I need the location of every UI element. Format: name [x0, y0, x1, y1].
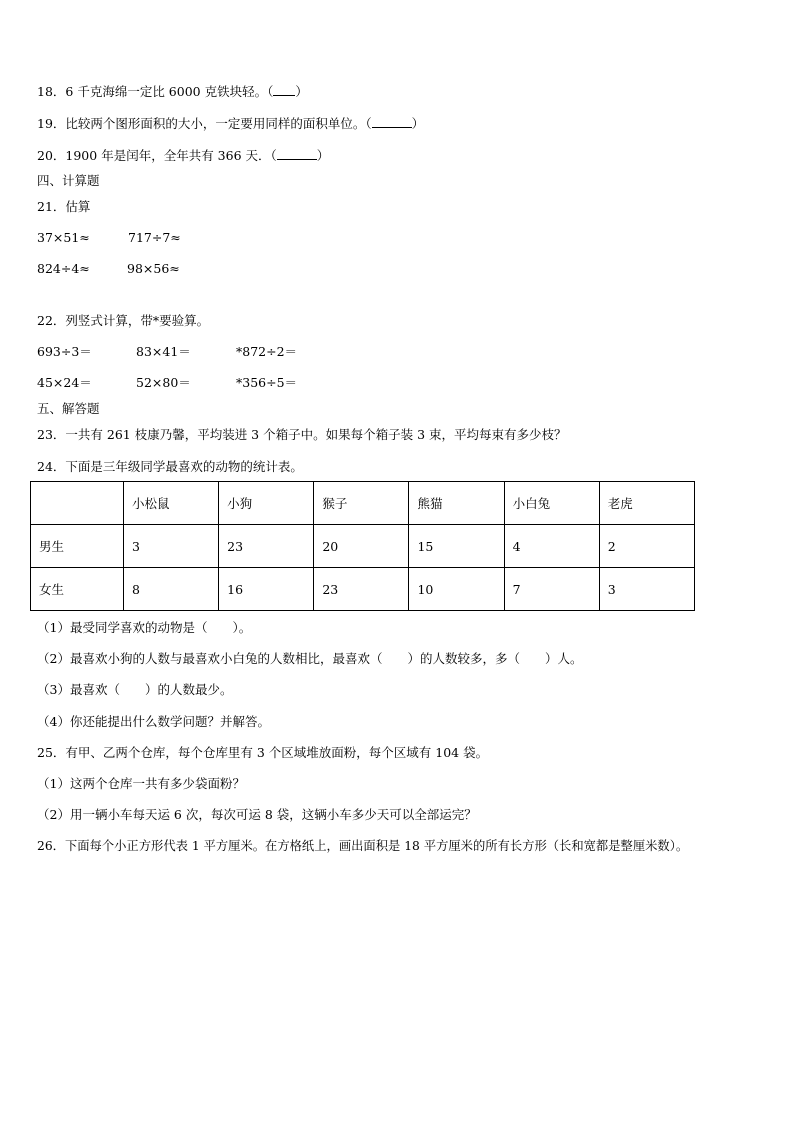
question-24-sub-4: （4）你还能提出什么数学问题？并解答。	[37, 714, 270, 729]
answer-blank	[372, 115, 412, 128]
table-header-cell: 小狗	[219, 482, 314, 525]
question-24-sub-3: （3）最喜欢（ ）的人数最少。	[37, 682, 233, 697]
question-18-close: ）	[295, 84, 308, 99]
answer-blank	[273, 83, 295, 96]
question-25-title: 25．有甲、乙两个仓库，每个仓库里有 3 个区域堆放面粉，每个区域有 104 袋。	[37, 745, 489, 760]
question-20-text: 20．1900 年是闰年，全年共有 366 天．（	[37, 148, 277, 163]
question-18-text: 18．6 千克海绵一定比 6000 克铁块轻。（	[37, 84, 274, 99]
calc-item: 693÷3＝	[37, 344, 92, 359]
section-heading-4: 四、计算题	[37, 173, 100, 188]
table-cell: 10	[409, 568, 504, 611]
calc-item: 83×41＝	[136, 344, 191, 359]
table-row	[31, 525, 695, 568]
table-cell: 2	[599, 525, 694, 568]
estimate-item: 824÷4≈	[37, 261, 90, 276]
question-20-close: ）	[316, 148, 330, 163]
question-23: 23．一共有 261 枝康乃馨，平均装进 3 个箱子中。如果每个箱子装 3 束，平均每束有多少枝？	[37, 427, 567, 442]
answer-blank	[277, 147, 317, 160]
question-25-sub-1: （1）这两个仓库一共有多少袋面粉？	[37, 776, 245, 791]
estimate-item: 37×51≈	[37, 230, 90, 245]
table-header-row	[31, 482, 695, 525]
table-cell: 16	[219, 568, 314, 611]
table-row	[31, 568, 695, 611]
question-21-title: 21．估算	[37, 199, 91, 214]
table-header-cell: 老虎	[599, 482, 694, 525]
table-header-cell: 猴子	[314, 482, 409, 525]
question-22-title: 22．列竖式计算，带*要验算。	[37, 313, 210, 328]
table-cell: 8	[124, 568, 219, 611]
table-header-cell: 小白兔	[504, 482, 599, 525]
table-row-label: 男生	[31, 525, 124, 568]
table-cell: 20	[314, 525, 409, 568]
question-19	[37, 115, 424, 132]
estimate-item: 98×56≈	[127, 261, 180, 276]
question-19-text: 19．比较两个图形面积的大小，一定要用同样的面积单位。（	[37, 116, 372, 131]
table-cell: 3	[124, 525, 219, 568]
table-header-cell: 熊猫	[409, 482, 504, 525]
table-cell: 15	[409, 525, 504, 568]
table-row-label: 女生	[31, 568, 124, 611]
question-25-sub-2: （2）用一辆小车每天运 6 次，每次可运 8 袋，这辆小车多少天可以全部运完？	[37, 807, 477, 822]
table-cell: 23	[314, 568, 409, 611]
question-19-close: ）	[411, 116, 425, 131]
question-24-title: 24．下面是三年级同学最喜欢的动物的统计表。	[37, 459, 303, 474]
animal-stats-table	[30, 481, 695, 611]
question-20	[37, 147, 329, 164]
table-cell: 23	[219, 525, 314, 568]
calc-item: *356÷5＝	[236, 375, 298, 390]
section-heading-5: 五、解答题	[37, 401, 100, 416]
table-header-cell: 小松鼠	[124, 482, 219, 525]
estimate-item: 717÷7≈	[128, 230, 181, 245]
calc-item: 52×80＝	[136, 375, 191, 390]
calc-item: 45×24＝	[37, 375, 92, 390]
calc-item: *872÷2＝	[236, 344, 298, 359]
question-18	[37, 83, 308, 100]
table-cell: 7	[504, 568, 599, 611]
question-26: 26．下面每个小正方形代表 1 平方厘米。在方格纸上，画出面积是 18 平方厘米的所有长方形（长和宽都是整厘米数）。	[37, 839, 689, 853]
table-cell: 3	[599, 568, 694, 611]
table-cell: 4	[504, 525, 599, 568]
question-24-sub-1: （1）最受同学喜欢的动物是（ ）。	[37, 620, 252, 635]
table-cell	[31, 482, 124, 525]
question-24-sub-2: （2）最喜欢小狗的人数与最喜欢小白兔的人数相比，最喜欢（ ）的人数较多，多（ ）人。	[37, 651, 583, 666]
